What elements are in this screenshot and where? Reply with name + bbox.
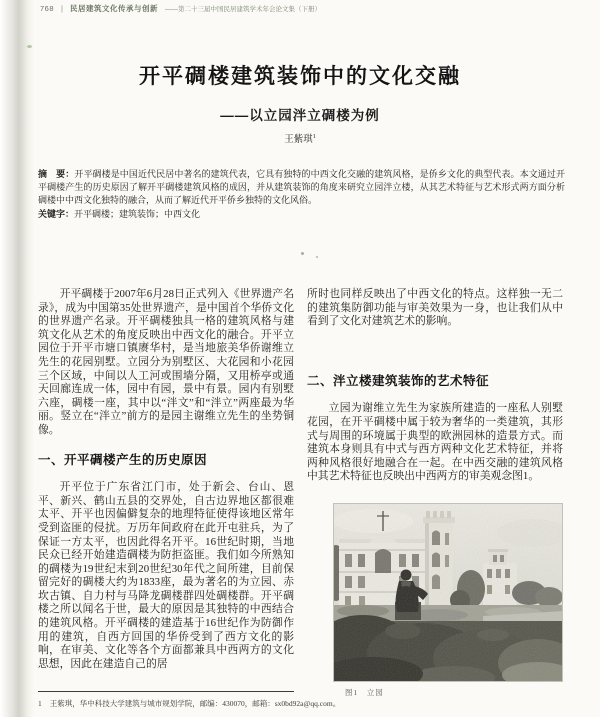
right-column	[307, 288, 563, 484]
figure-photo	[333, 503, 563, 682]
keywords-line	[38, 208, 565, 221]
photo-grain	[333, 503, 563, 682]
footnote	[38, 698, 458, 709]
article-subtitle: ——以立园泮立碉楼为例	[220, 108, 380, 123]
figure-caption: 图1 立园	[345, 688, 384, 697]
page-number: 768	[40, 4, 55, 13]
left-column	[38, 288, 294, 692]
running-header	[40, 3, 580, 14]
keywords-text: 开平碉楼；建筑装饰；中西文化	[74, 208, 201, 219]
intro-paragraph: 开平碉楼于2007年6月28日正式列入《世界遗产名录》，成为中国第35处世界遗产，是中国首个华侨文化的世界遗产名录。开平碉楼独具一格的建筑风格与建筑文化从艺术的角度反映出中西文化的融合。开平立园位于开平市塘口镇赓华村，是当地旅美华侨谢维立先生的花园别墅。立园分为别墅区、大花园和小花园三个区域，中间以人工河或围墙分隔，又用桥亭或通天回廊连成一体，园中有园，景中有景。园内有别墅六座，碉楼一座，其中以“泮文”和“泮立”两座最为华丽。竖立在“泮立”前方的是园主谢维立先生的坐势铜像。	[38, 288, 294, 436]
abstract-block	[38, 168, 565, 221]
continuation-paragraph: 所时也同样反映出了中西文化的特点。这样独一无二的建筑集防御功能与审美效果为一身，也让我们从中看到了文化对建筑艺术的影响。	[307, 288, 563, 328]
footnote-marker: 1	[38, 699, 42, 708]
abstract-text: 开平碉楼是中国近代民居中著名的建筑代表，它具有独特的中西文化交融的建筑风格，是侨乡文化的典型代表。本文通过开平碉楼产生的历史原因了解开平碉楼建筑风格的成因，并从建筑装饰的角度来研究立园泮立楼，从其艺术特征与艺术形式两方面分析碉楼中中西文化独特的融合，从而了解近代开平侨乡独特的文化风俗。	[38, 169, 565, 206]
author-name: 王紫琪	[284, 135, 313, 145]
scan-speck	[27, 45, 32, 48]
proceedings-title: 民居建筑文化传承与创新	[69, 4, 158, 13]
scan-speck	[301, 252, 304, 255]
header-divider: |	[61, 4, 63, 13]
footnote-text: 王紫琪，华中科技大学建筑与城市规划学院，邮编：430070，邮箱：sx0bd92a@qq.com。	[49, 699, 341, 708]
proceedings-subtitle: ——第二十三届中国民居建筑学术年会论文集（下册）	[164, 6, 321, 13]
abstract-label: 摘 要：	[38, 169, 75, 179]
footnote-rule	[38, 691, 294, 692]
article-title: 开平碉楼建筑装饰中的文化交融	[139, 65, 461, 88]
abstract-paragraph	[38, 168, 565, 208]
section1-paragraph: 开平位于广东省江门市，处于新会、台山、恩平、新兴、鹤山五县的交界处，自古边界地区都很难太平、开平也因偏僻复杂的地理特征使得该地区常年受到盗匪的侵扰。万历年间政府在此开屯驻兵，为了保证一方太平，也因此得名开平。16世纪时期，当地民众已经开始建造碉楼为防拒盗匪。我们如今所熟知的碉楼为19世纪末到20世纪30年代之间所建，目前保留完好的碉楼大约为1833座，最为著名的为立园、赤坎古镇、自力村与马降龙碉楼群四处碉楼群。开平碉楼之所以闻名于世，最大的原因是其独特的中西结合的建筑风格。开平碉楼的建造基于16世纪作为防御作用的建筑，自西方回国的华侨受到了西方文化的影响，在审美、文化等各个方面都兼具中西两方的文化思想，因此在建造自己的居	[38, 481, 294, 670]
section2-heading: 二、泮立楼建筑装饰的艺术特征	[307, 373, 490, 388]
section1-heading: 一、开平碉楼产生的历史原因	[38, 452, 208, 467]
keywords-label: 关键字：	[38, 208, 75, 219]
figure-1	[333, 503, 563, 682]
section2-paragraph: 立园为谢维立先生为家族所建造的一座私人别墅花园，在开平碉楼中属于较为奢华的一类建筑，其形式与周围的环境属于典型的欧洲园林的造景方式。而建筑本身则具有中式与西方两种文化艺术特征，并将两种风格很好地融合在一起。在中西交融的建筑风格中其艺术特征也反映出中西两方的审美观念图1。	[307, 402, 563, 483]
scan-speck	[316, 256, 318, 258]
author-line	[0, 131, 600, 145]
author-footnote-ref: 1	[312, 133, 316, 140]
